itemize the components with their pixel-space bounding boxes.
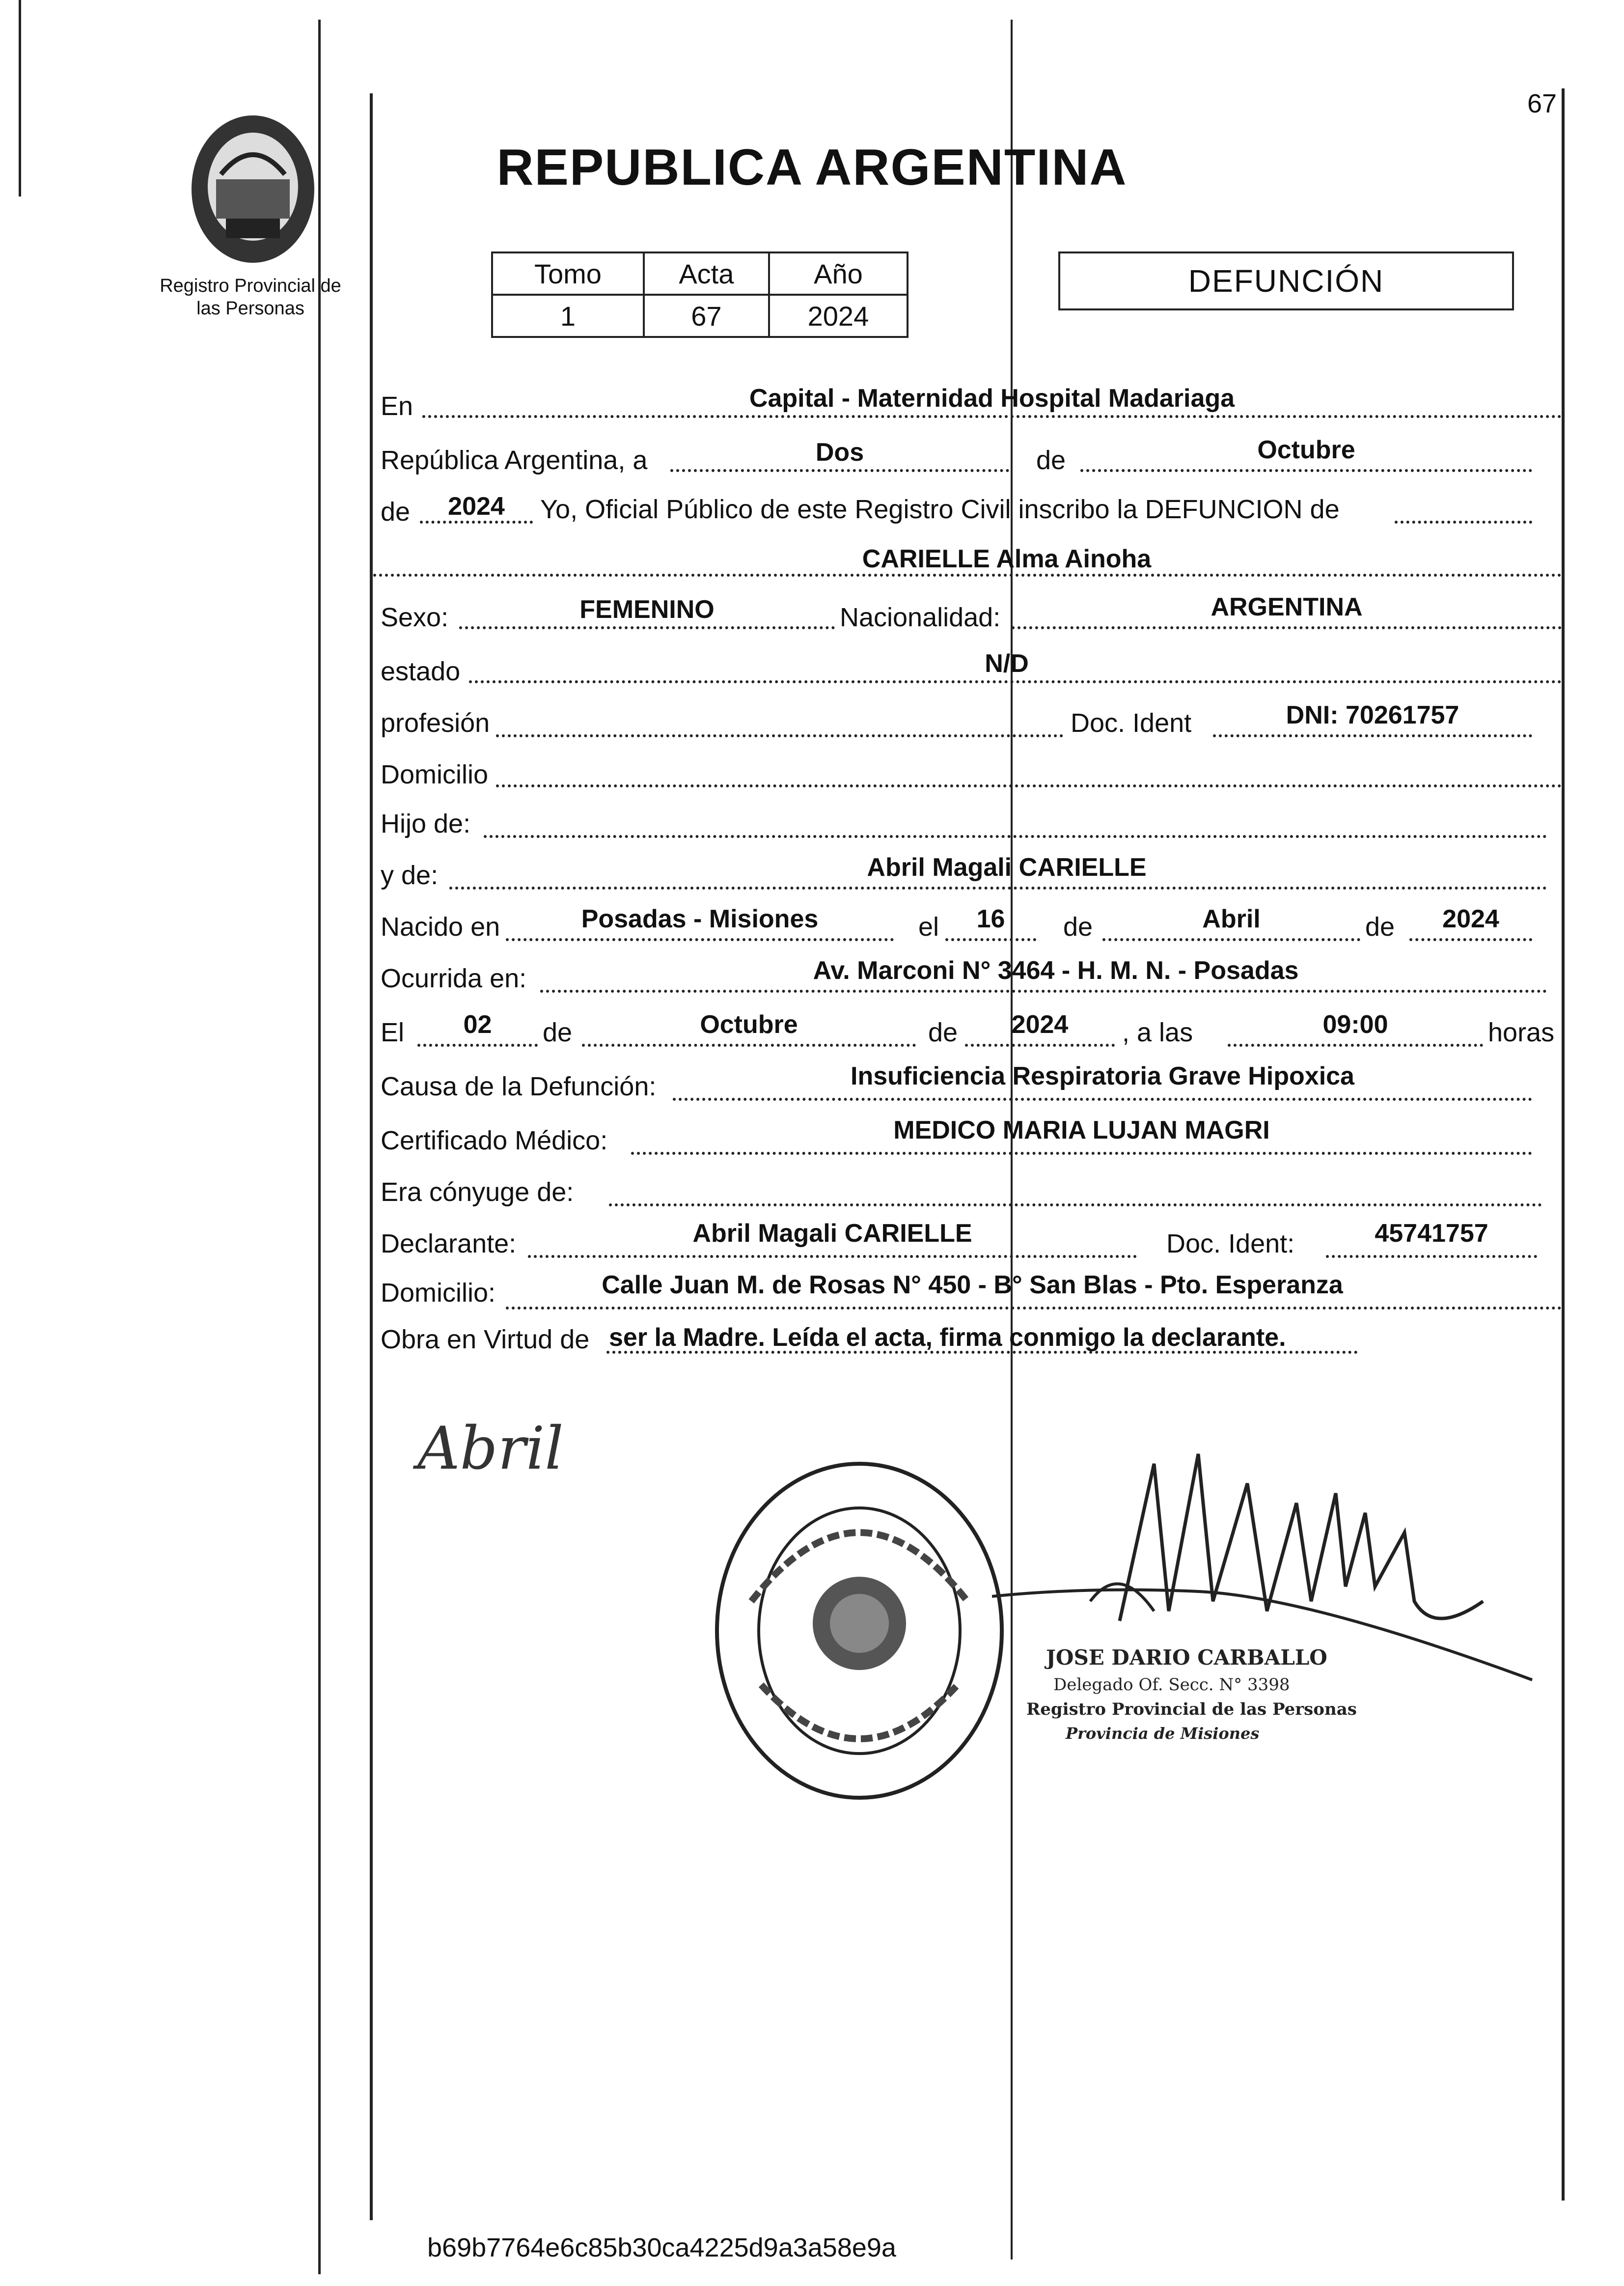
document-hash: b69b7764e6c85b30ca4225d9a3a58e9a — [427, 2233, 896, 2262]
form-right-border — [1562, 88, 1565, 2201]
form-left-border — [370, 93, 373, 2220]
year-line — [420, 521, 533, 524]
birth-month-line — [1102, 938, 1360, 941]
declarant-signature: Abril — [417, 1415, 564, 1483]
obra-label: Obra en Virtud de — [381, 1325, 590, 1354]
death-year: 2024 — [1011, 1010, 1069, 1039]
declarante-value: Abril Magali CARIELLE — [692, 1219, 972, 1248]
deceased-name-line — [373, 574, 1562, 577]
day-value: Dos — [815, 438, 864, 467]
horas-label: horas — [1488, 1018, 1555, 1047]
oficial-text: Yo, Oficial Público de este Registro Civil inscribo la DEFUNCION de — [540, 495, 1340, 524]
causa-label: Causa de la Defunción: — [381, 1072, 657, 1101]
nacido-line — [506, 938, 894, 941]
sexo-label: Sexo: — [381, 603, 449, 632]
doc2-line — [1326, 1255, 1537, 1258]
nacionalidad-line — [1012, 626, 1562, 629]
alas-label: , a las — [1122, 1018, 1193, 1047]
domicilio-line — [496, 784, 1562, 787]
registry-label-line1: Registro Provincial de — [160, 276, 341, 296]
official-role: Delegado Of. Secc. N° 3398 — [1053, 1675, 1290, 1695]
record-table — [491, 251, 908, 338]
official-name: JOSE DARIO CARBALLO — [1046, 1645, 1327, 1670]
ano-header: Año — [769, 252, 908, 295]
nacido-label: Nacido en — [381, 912, 500, 942]
tomo-value: 1 — [492, 295, 644, 337]
doc2-value: 45741757 — [1375, 1219, 1488, 1248]
de-label: de — [1036, 446, 1066, 475]
de5-label: de — [543, 1018, 573, 1047]
death-year-line — [965, 1044, 1115, 1047]
tomo-header: Tomo — [492, 252, 644, 295]
en-line — [422, 415, 1562, 418]
domicilio2-label: Domicilio: — [381, 1278, 496, 1308]
death-day: 02 — [463, 1010, 492, 1039]
republica-label: República Argentina, a — [381, 446, 648, 475]
sexo-value: FEMENINO — [579, 595, 715, 624]
death-month: Octubre — [700, 1010, 798, 1039]
domicilio-label: Domicilio — [381, 760, 489, 789]
official-stamp-icon — [707, 1454, 1012, 1808]
de6-label: de — [928, 1018, 958, 1047]
day-line — [670, 469, 1009, 472]
conyuge-label: Era cónyuge de: — [381, 1177, 574, 1207]
nacido-value: Posadas - Misiones — [581, 905, 819, 933]
estado-line — [469, 680, 1562, 683]
hijo-label: Hijo de: — [381, 809, 471, 838]
en-label: En — [381, 391, 413, 421]
registry-label — [147, 275, 354, 320]
profesion-line — [496, 734, 1063, 737]
causa-value: Insuficiencia Respiratoria Grave Hipoxica — [851, 1062, 1354, 1090]
record-table-header-row — [492, 252, 908, 295]
obra-value: ser la Madre. Leída el acta, firma conmigo la declarante. — [609, 1323, 1286, 1352]
year-value: 2024 — [448, 492, 505, 521]
ocurrida-line — [540, 990, 1547, 993]
deceased-name: CARIELLE Alma Ainoha — [862, 545, 1152, 573]
certificado-line — [631, 1152, 1532, 1155]
death-time-line — [1228, 1044, 1483, 1047]
sexo-line — [459, 626, 835, 629]
month-value: Octubre — [1257, 436, 1355, 464]
causa-line — [673, 1098, 1532, 1101]
declarante-line — [528, 1255, 1137, 1258]
left-binding-line — [318, 20, 321, 2274]
conyuge-line — [609, 1203, 1542, 1206]
estado-value: N/D — [985, 649, 1029, 678]
death-time: 09:00 — [1322, 1010, 1388, 1039]
estado-label: estado — [381, 657, 461, 686]
certificado-label: Certificado Médico: — [381, 1126, 608, 1155]
declarante-label: Declarante: — [381, 1229, 517, 1258]
de3-label: de — [1063, 912, 1093, 942]
acta-value: 67 — [644, 295, 769, 337]
birth-year: 2024 — [1442, 905, 1499, 933]
page-title: REPUBLICA ARGENTINA — [496, 139, 1128, 196]
profesion-label: profesión — [381, 708, 490, 738]
ano-value: 2024 — [769, 295, 908, 337]
doc2-label: Doc. Ident: — [1166, 1229, 1295, 1258]
official-province: Provincia de Misiones — [1066, 1724, 1260, 1743]
yde-label: y de: — [381, 861, 439, 890]
nacionalidad-value: ARGENTINA — [1211, 593, 1363, 621]
domicilio2-line — [506, 1307, 1562, 1310]
domicilio2-value: Calle Juan M. de Rosas N° 450 - B° San Blas - Pto. Esperanza — [602, 1271, 1343, 1299]
month-line — [1080, 469, 1532, 472]
doc-value: DNI: 70261757 — [1286, 701, 1459, 729]
birth-day-line — [945, 938, 1036, 941]
page-number: 67 — [1527, 89, 1557, 118]
birth-day: 16 — [976, 905, 1005, 933]
hijo-line — [484, 835, 1547, 838]
record-table-value-row — [492, 295, 908, 337]
birth-year-line — [1409, 938, 1532, 941]
yde-value: Abril Magali CARIELLE — [867, 853, 1147, 882]
record-type-box: DEFUNCIÓN — [1058, 251, 1514, 310]
el-label: el — [918, 912, 939, 942]
yde-line — [449, 887, 1547, 890]
el2-label: El — [381, 1018, 405, 1047]
death-month-line — [582, 1044, 916, 1047]
de4-label: de — [1365, 912, 1395, 942]
official-registry: Registro Provincial de las Personas — [1026, 1700, 1357, 1719]
ocurrida-value: Av. Marconi N° 3464 - H. M. N. - Posadas — [813, 956, 1299, 985]
doc-line — [1213, 734, 1532, 737]
acta-header: Acta — [644, 252, 769, 295]
registry-label-line2: las Personas — [196, 298, 304, 319]
de2-label: de — [381, 497, 411, 527]
ocurrida-label: Ocurrida en: — [381, 964, 527, 993]
oficial-end-line — [1395, 521, 1532, 524]
obra-line — [606, 1351, 1358, 1354]
death-day-line — [417, 1044, 538, 1047]
birth-month: Abril — [1202, 905, 1261, 933]
doc-label: Doc. Ident — [1071, 708, 1192, 738]
en-value: Capital - Maternidad Hospital Madariaga — [749, 384, 1235, 413]
nacionalidad-label: Nacionalidad: — [840, 603, 1001, 632]
certificado-value: MEDICO MARIA LUJAN MAGRI — [893, 1116, 1270, 1144]
